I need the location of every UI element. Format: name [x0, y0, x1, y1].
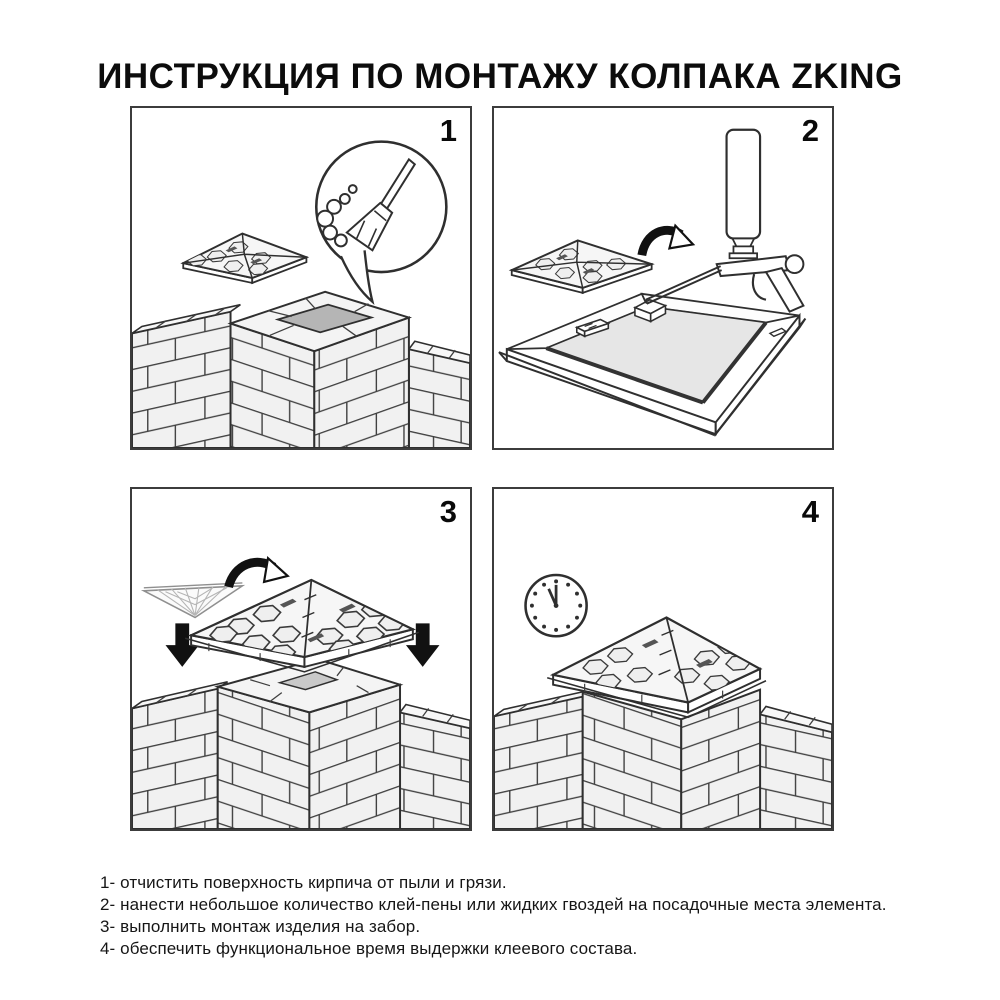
brick-wall-left: [132, 305, 240, 448]
clock-icon: [526, 575, 587, 636]
panel-step-4: [492, 487, 834, 831]
step-text-4: 4- обеспечить функциональное время выдержки клеевого состава.: [100, 939, 638, 958]
illustration-mount-cap: [132, 489, 470, 829]
panel-number-4: 4: [801, 494, 819, 529]
step-text-1: 1- отчистить поверхность кирпича от пыли и грязи.: [100, 873, 507, 892]
inverted-cap-small: [144, 583, 243, 618]
step-text-2: 2- нанести небольшое количество клей-пены или жидких гвоздей на посадочные места элемента.: [100, 895, 887, 914]
panel-step-2: [492, 106, 834, 450]
brick-pillar: [583, 690, 760, 829]
panel-step-3: [130, 487, 472, 831]
illustration-foam-gun-gluing: [494, 108, 832, 448]
cap-element-floating: [183, 234, 306, 283]
brick-pillar-open-top: [231, 292, 409, 448]
brick-wall-left: [132, 682, 228, 829]
brick-wall-right: [409, 341, 470, 448]
cap-element-small: [512, 240, 652, 292]
brick-wall-left: [494, 690, 593, 829]
illustration-clean-brick-pillar: [132, 108, 470, 448]
brick-wall-right: [400, 704, 470, 829]
inverted-cap-tray: [499, 294, 805, 435]
brick-wall-right: [760, 706, 832, 829]
callout-bubble: [316, 142, 446, 302]
illustration-finished-pillar-clock: [494, 489, 832, 829]
page-title: ИНСТРУКЦИЯ ПО МОНТАЖУ КОЛПАКА ZKING: [97, 57, 903, 97]
step-text-3: 3- выполнить монтаж изделия на забор.: [100, 917, 421, 936]
brick-pillar: [218, 659, 400, 829]
panel-number-1: 1: [439, 113, 457, 148]
step-list: [100, 872, 960, 960]
gun-barrel: [646, 266, 722, 304]
foam-gun-icon: [646, 130, 804, 312]
panel-number-2: 2: [801, 113, 819, 148]
panel-step-1: [130, 106, 472, 450]
panel-number-3: 3: [439, 494, 457, 529]
flip-arrow-icon: [642, 226, 693, 256]
instruction-grid: [130, 106, 834, 831]
